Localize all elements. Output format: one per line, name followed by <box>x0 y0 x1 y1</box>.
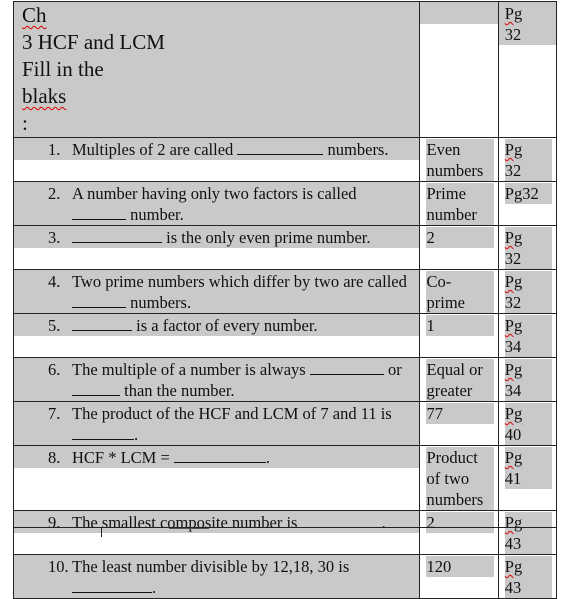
question-fragment: The least number divisible by 12,18, 30 is <box>72 557 350 576</box>
page-cell <box>498 555 556 599</box>
answer-cell <box>420 226 498 270</box>
answer-text: number <box>426 204 493 225</box>
answer-text: numbers <box>426 160 493 181</box>
question-row <box>14 555 557 599</box>
page-label: Pg <box>504 448 523 467</box>
page-number: 32 <box>504 249 522 268</box>
page-cell <box>498 358 556 402</box>
question-fragment: than the number. <box>120 381 235 400</box>
answer-text: 2 <box>426 227 493 248</box>
worksheet-table <box>13 1 557 599</box>
question-number: 10. <box>48 557 69 576</box>
page-number: 34 <box>504 381 522 400</box>
page-cell <box>498 226 556 270</box>
question-number: 9. <box>48 513 61 532</box>
question-fragment: Two prime numbers which differ by two are called <box>72 272 407 291</box>
page-label: Pg <box>504 272 523 291</box>
answer-text: numbers <box>426 489 493 510</box>
page-cell <box>498 138 556 182</box>
answer-blank <box>72 228 162 243</box>
question-fragment: The smallest composite number is <box>72 513 302 532</box>
answer-cell <box>420 314 498 358</box>
answer-text: prime <box>426 292 493 313</box>
question-text <box>14 358 419 401</box>
page-cell <box>498 314 556 358</box>
question-cell <box>14 270 420 314</box>
page-number: 32 <box>504 25 522 44</box>
page-label: Pg <box>504 316 523 335</box>
instruction-title: Fill in the blaks : <box>22 57 104 135</box>
page-label: Pg <box>504 513 523 532</box>
page-number: 43 <box>504 578 522 597</box>
title-cell <box>14 2 420 138</box>
question-cell <box>14 226 420 270</box>
question-number: 4. <box>48 272 61 291</box>
question-text <box>14 270 419 313</box>
question-row <box>14 226 557 270</box>
chapter-title: Ch 3 HCF and LCM <box>22 3 165 54</box>
question-fragment: . <box>381 513 386 532</box>
question-row <box>14 270 557 314</box>
question-number: 3. <box>48 228 61 247</box>
question-text <box>14 314 419 336</box>
answer-blank <box>72 381 120 396</box>
question-fragment: A number having only two factors is called <box>72 184 357 203</box>
question-cell <box>14 358 420 402</box>
question-fragment: is a factor of every number. <box>132 316 318 335</box>
question-fragment: . <box>265 448 271 467</box>
page-cell <box>498 402 556 446</box>
answer-blank <box>72 316 132 331</box>
question-number: 2. <box>48 184 61 203</box>
question-cell <box>14 314 420 358</box>
answer-blank <box>174 448 266 463</box>
page-number: 34 <box>504 337 522 356</box>
header-page-cell <box>498 2 556 138</box>
page-cell <box>498 270 556 314</box>
page-label: Pg <box>504 228 523 247</box>
answer-cell <box>420 358 498 402</box>
answer-blank <box>302 513 382 528</box>
question-text <box>14 182 419 225</box>
answer-blank <box>310 360 384 375</box>
answer-text: Even <box>426 139 493 160</box>
answer-text: of two <box>426 468 493 489</box>
question-row <box>14 182 557 226</box>
page-label: Pg <box>504 557 523 576</box>
question-cell <box>14 182 420 226</box>
page-number: 32 <box>504 293 522 312</box>
page-label: Pg32 <box>504 184 539 203</box>
question-row <box>14 358 557 402</box>
question-row <box>14 314 557 358</box>
question-text <box>14 138 419 160</box>
answer-text: Product <box>426 447 493 468</box>
question-text <box>14 226 419 248</box>
question-row <box>14 446 557 511</box>
page-label: Pg <box>504 404 523 423</box>
worksheet <box>13 1 557 599</box>
header-answer-cell <box>420 2 498 138</box>
question-number: 1. <box>48 140 61 159</box>
answer-blank <box>237 140 323 155</box>
question-number: 5. <box>48 316 61 335</box>
answer-text: Co- <box>426 271 493 292</box>
answer-blank <box>72 293 126 308</box>
answer-cell <box>420 555 498 599</box>
answer-text: 120 <box>426 556 493 577</box>
answer-blank <box>72 425 134 440</box>
question-text <box>14 446 419 468</box>
question-fragment: numbers. <box>126 293 192 312</box>
question-number: 7. <box>48 404 61 423</box>
page-cell <box>498 182 556 226</box>
question-cell <box>14 138 420 182</box>
answer-text: Equal or <box>426 359 493 380</box>
answer-text: 1 <box>426 315 493 336</box>
answer-cell <box>420 446 498 511</box>
page-label: Pg <box>504 4 523 23</box>
page-cell <box>498 446 556 511</box>
answer-text: 77 <box>426 403 493 424</box>
answer-blank <box>72 205 126 220</box>
question-cell <box>14 446 420 511</box>
question-fragment: is the only even prime number. <box>162 228 371 247</box>
question-fragment: numbers. <box>323 140 389 159</box>
question-text <box>14 555 419 598</box>
question-number: 6. <box>48 360 61 379</box>
page-number: 32 <box>504 161 522 180</box>
question-fragment: Multiples of 2 are called <box>72 140 238 159</box>
page-number: 43 <box>504 534 522 553</box>
question-fragment: The multiple of a number is always <box>72 360 310 379</box>
answer-cell <box>420 138 498 182</box>
question-fragment: HCF * LCM = <box>72 448 174 467</box>
question-fragment: number. <box>126 205 184 224</box>
header-row <box>14 2 557 138</box>
answer-text: Prime <box>426 183 493 204</box>
page-label: Pg <box>504 360 523 379</box>
question-fragment: . <box>134 425 139 444</box>
question-cell <box>14 555 420 599</box>
question-row <box>14 138 557 182</box>
question-cell <box>14 402 420 446</box>
question-row <box>14 402 557 446</box>
question-text <box>14 402 419 445</box>
question-number: 8. <box>48 448 61 467</box>
page-label: Pg <box>504 140 523 159</box>
question-fragment: or <box>383 360 402 379</box>
answer-cell <box>420 182 498 226</box>
answer-blank <box>72 578 152 593</box>
page-number: 40 <box>504 425 522 444</box>
page-number: 41 <box>504 469 522 488</box>
answer-text: greater <box>426 380 493 401</box>
question-fragment: The product of the HCF and LCM of 7 and 11 is <box>72 404 392 423</box>
question-fragment: . <box>152 578 157 597</box>
answer-cell <box>420 402 498 446</box>
answer-cell <box>420 270 498 314</box>
answer-text: 2 <box>426 512 493 533</box>
